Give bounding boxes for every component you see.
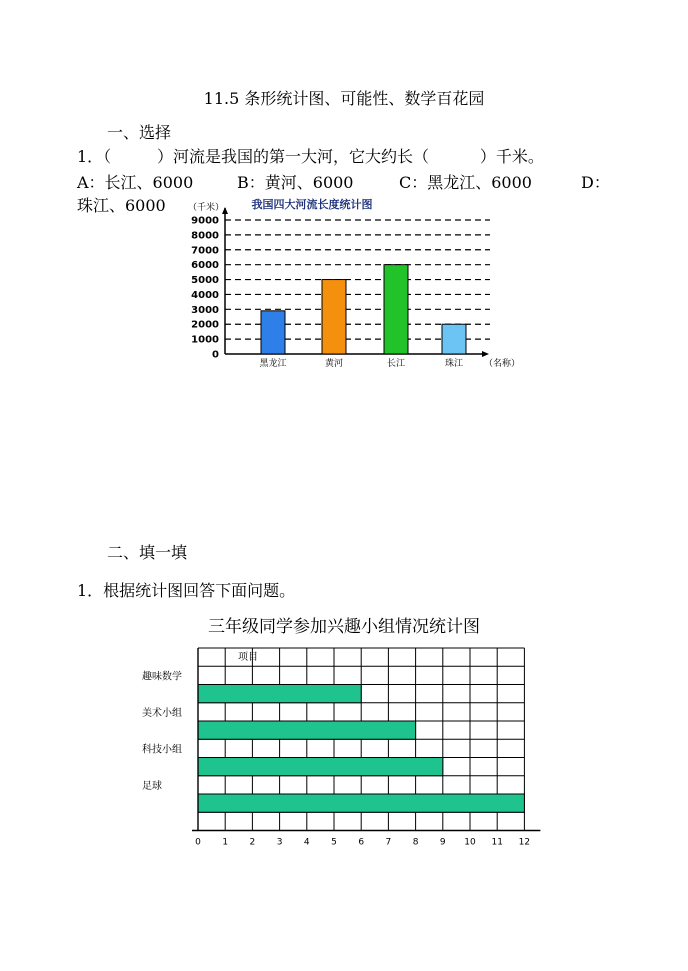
chart1-bar: [442, 324, 466, 354]
chart2-category-label: 美术小组: [142, 707, 182, 719]
chart2-x-tick: 0: [195, 837, 201, 848]
chart2-category-labels: [142, 669, 182, 792]
chart1-y-tick-labels: [191, 216, 219, 361]
section-heading-fill: 二、填一填: [107, 543, 188, 562]
chart2-category-label: 趣味数学: [142, 671, 182, 683]
chart1-bar: [322, 280, 346, 354]
chart2-x-tick: 12: [518, 837, 531, 848]
chart2-bar: [198, 721, 416, 739]
section-heading-choice: 一、选择: [107, 123, 172, 142]
chart1-category-label: 黑龙江: [259, 359, 287, 369]
chart1-y-tick: 8000: [191, 230, 219, 242]
chart1-y-tick: 2000: [191, 319, 219, 331]
chart2-x-tick: 3: [276, 837, 283, 848]
chart1-category-label: 珠江: [444, 359, 464, 369]
chart1-y-tick: 9000: [191, 215, 219, 227]
chart1-category-labels: [259, 357, 463, 369]
chart1-bar: [261, 311, 285, 354]
chart1-y-tick: 4000: [191, 289, 219, 301]
chart2-y-axis-label: 项目: [238, 652, 258, 663]
chart2-x-tick: 4: [303, 837, 310, 848]
chart1-y-tick: 1000: [191, 334, 219, 346]
page-title: 11.5 条形统计图、可能性、数学百花园: [203, 89, 485, 108]
chart2-bar: [198, 794, 524, 812]
chart1-y-tick: 7000: [191, 245, 219, 257]
chart2-category-label: 科技小组: [142, 744, 182, 756]
option-d: D：: [581, 173, 610, 192]
interest-group-chart: [130, 640, 560, 856]
chart2-x-tick: 11: [491, 837, 503, 848]
chart1-category-label: 长江: [386, 359, 406, 369]
chart2-x-tick: 7: [385, 837, 392, 848]
chart1-title: 我国四大河流长度统计图: [251, 198, 373, 211]
chart1-x-arrow: [482, 351, 489, 357]
chart2-x-tick: 10: [464, 837, 476, 848]
option-c: C：黑龙江、6000: [399, 173, 532, 192]
chart2-x-tick: 6: [358, 837, 365, 848]
question-1-text: 1．（ ）河流是我国的第一大河，它大约长（ ）千米。: [77, 147, 544, 166]
chart1-x-axis-label: （名称）: [484, 359, 521, 369]
chart1-y-tick: 5000: [191, 275, 219, 287]
chart2-title: 三年级同学参加兴趣小组情况统计图: [208, 617, 480, 637]
option-b: B：黄河、6000: [237, 173, 354, 192]
chart2-x-tick: 1: [222, 837, 229, 848]
chart2-bar: [198, 758, 443, 776]
chart1-category-label: 黄河: [324, 359, 344, 369]
chart1-y-tick: 6000: [191, 260, 219, 272]
chart2-category-label: 足球: [142, 780, 162, 792]
option-d-continued: 珠江、6000: [77, 196, 166, 215]
chart1-y-tick: 0: [212, 349, 219, 361]
chart1-bar: [384, 265, 408, 354]
option-a: A：长江、6000: [77, 173, 194, 192]
chart2-x-tick: 2: [249, 837, 256, 848]
chart2-x-tick: 9: [439, 837, 446, 848]
chart2-bar: [198, 685, 361, 703]
chart1-y-axis-label: （千米）: [188, 203, 225, 213]
chart2-x-tick: 5: [331, 837, 337, 848]
chart2-x-tick-labels: [195, 838, 530, 848]
chart2-x-tick: 8: [412, 837, 419, 848]
river-length-chart: [170, 196, 530, 374]
chart1-y-tick: 3000: [191, 304, 219, 316]
question-2-text: 1．根据统计图回答下面问题。: [77, 581, 296, 600]
question-1-options: [77, 170, 677, 192]
